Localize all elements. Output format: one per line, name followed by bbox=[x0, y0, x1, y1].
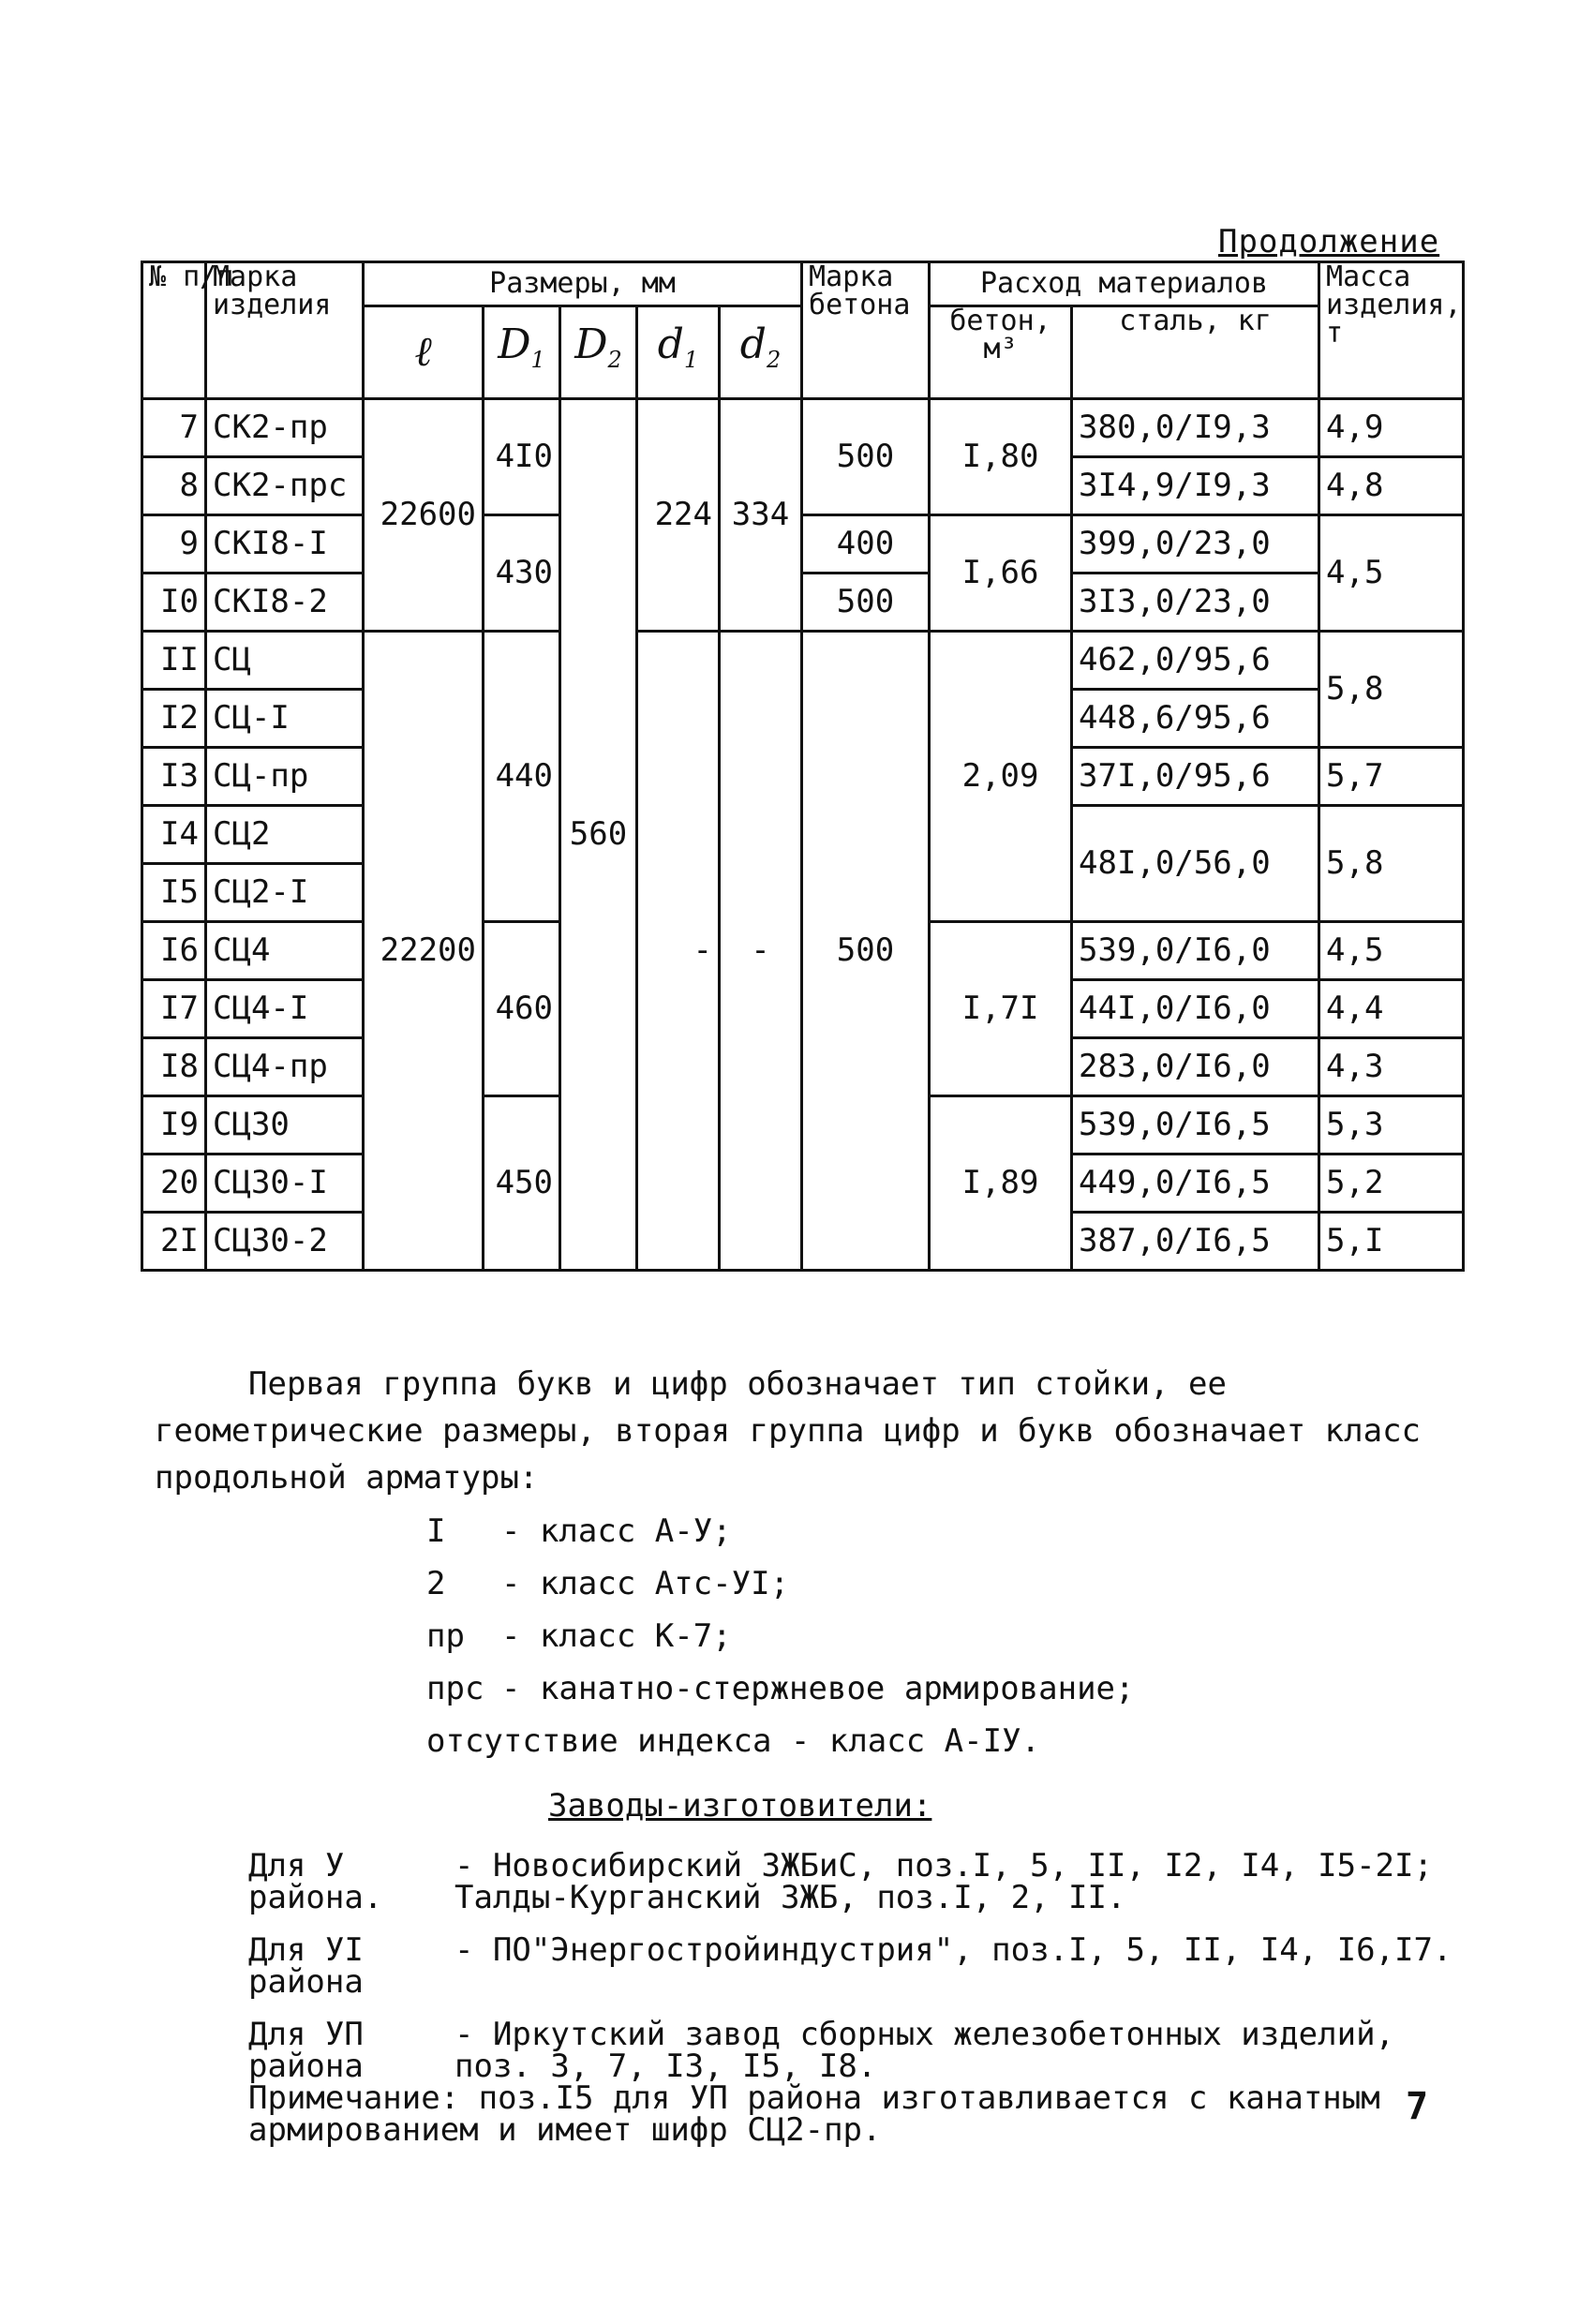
dd2-cell: - bbox=[720, 632, 802, 1271]
steel-cell: 462,0/95,6 bbox=[1072, 632, 1319, 690]
steel-cell: 380,0/I9,3 bbox=[1072, 399, 1319, 457]
row-mark: СЦ30 bbox=[206, 1096, 364, 1155]
row-num: II bbox=[142, 632, 206, 690]
mass-cell: 5,8 bbox=[1319, 632, 1464, 748]
row-num: I8 bbox=[142, 1038, 206, 1096]
continuation-label: Продолжение bbox=[1218, 223, 1440, 261]
row-mark: СЦ bbox=[206, 632, 364, 690]
page-number: 7 bbox=[1406, 2085, 1429, 2128]
table-row bbox=[142, 632, 1464, 690]
grade-cell: 500 bbox=[802, 632, 930, 1271]
row-mark: СЦ4-пр bbox=[206, 1038, 364, 1096]
d1-cell: 4I0 bbox=[484, 399, 560, 515]
mass-cell: 4,4 bbox=[1319, 980, 1464, 1038]
mass-cell: 5,I bbox=[1319, 1213, 1464, 1271]
legend-intro: Первая группа букв и цифр обозначает тип стойки, ее геометрические размеры, вторая группа цифр и букв обозначает класс продольной арматуры: bbox=[155, 1365, 1422, 1497]
header-dd1: $d_1$ bbox=[637, 306, 720, 399]
concrete-cell: I,80 bbox=[930, 399, 1072, 515]
header-steel: сталь, кг bbox=[1072, 306, 1319, 399]
header-dd2: $d_2$ bbox=[720, 306, 802, 399]
row-num: 7 bbox=[142, 399, 206, 457]
steel-cell: 44I,0/I6,0 bbox=[1072, 980, 1319, 1038]
concrete-cell: I,7I bbox=[930, 922, 1072, 1096]
length-cell: 22600 bbox=[364, 399, 484, 632]
legend-item: прс - канатно-стержневое армирование; bbox=[426, 1670, 1135, 1707]
row-num: 2I bbox=[142, 1213, 206, 1271]
table-row bbox=[142, 399, 1464, 457]
d2-cell: 560 bbox=[560, 399, 637, 1271]
row-mark: СКI8-I bbox=[206, 515, 364, 574]
header-concrete: бетон, м³ bbox=[930, 306, 1072, 399]
d1-cell: 430 bbox=[484, 515, 560, 632]
legend-list bbox=[426, 1505, 1467, 1767]
mass-cell: 5,8 bbox=[1319, 806, 1464, 922]
remark: Примечание: поз.I5 для УП района изготавливается с канатным армированием и имеет шифр СЦ2-пр. bbox=[248, 2079, 1380, 2149]
specification-table bbox=[141, 261, 1465, 1272]
dd2-cell: 334 bbox=[720, 399, 802, 632]
row-num: I3 bbox=[142, 748, 206, 806]
row-mark: СЦ4 bbox=[206, 922, 364, 980]
row-num: I9 bbox=[142, 1096, 206, 1155]
steel-cell: 539,0/I6,5 bbox=[1072, 1096, 1319, 1155]
header-d2: $D_2$ bbox=[560, 306, 637, 399]
row-mark: СКI8-2 bbox=[206, 574, 364, 632]
header-concrete-grade: Марка бетона bbox=[802, 262, 930, 399]
header-length: ℓ bbox=[364, 306, 484, 399]
d1-cell: 450 bbox=[484, 1096, 560, 1271]
steel-cell: 399,0/23,0 bbox=[1072, 515, 1319, 574]
legend-absence: отсутствие индекса - класс А-IУ. bbox=[426, 1722, 1041, 1760]
row-mark: СЦ-I bbox=[206, 690, 364, 748]
mass-cell: 5,3 bbox=[1319, 1096, 1464, 1155]
factory-entry: Для У района. - Новосибирский ЗЖБиС, поз.I, 5, II, I2, I4, I5-2I; Талды-Курганский ЗЖБ, поз.I, 2, II. bbox=[248, 1847, 1433, 1916]
steel-cell: 448,6/95,6 bbox=[1072, 690, 1319, 748]
factory-entry: Для УП района - Иркутский завод сборных железобетонных изделий, поз. 3, 7, I3, I5, I8. bbox=[248, 2016, 1395, 2085]
header-num: № п/п bbox=[142, 262, 206, 399]
factories-title: Заводы-изготовители: bbox=[548, 1787, 932, 1825]
concrete-cell: I,66 bbox=[930, 515, 1072, 632]
row-num: I6 bbox=[142, 922, 206, 980]
row-num: I0 bbox=[142, 574, 206, 632]
row-num: 20 bbox=[142, 1155, 206, 1213]
mass-cell: 4,8 bbox=[1319, 457, 1464, 515]
row-mark: СЦ-пр bbox=[206, 748, 364, 806]
concrete-cell: I,89 bbox=[930, 1096, 1072, 1271]
steel-cell: 387,0/I6,5 bbox=[1072, 1213, 1319, 1271]
d1-cell: 440 bbox=[484, 632, 560, 922]
mass-cell: 4,5 bbox=[1319, 515, 1464, 632]
row-num: I4 bbox=[142, 806, 206, 864]
factory-entry: Для УI района - ПО"Энергостройиндустрия", поз.I, 5, II, I4, I6,I7. bbox=[248, 1931, 1452, 2001]
steel-cell: 449,0/I6,5 bbox=[1072, 1155, 1319, 1213]
grade-cell: 400 bbox=[802, 515, 930, 574]
row-num: I2 bbox=[142, 690, 206, 748]
steel-cell: 37I,0/95,6 bbox=[1072, 748, 1319, 806]
steel-cell: 48I,0/56,0 bbox=[1072, 806, 1319, 922]
grade-cell: 500 bbox=[802, 574, 930, 632]
mass-cell: 4,3 bbox=[1319, 1038, 1464, 1096]
notes-section bbox=[155, 1361, 1467, 2149]
mass-cell: 4,9 bbox=[1319, 399, 1464, 457]
length-cell: 22200 bbox=[364, 632, 484, 1271]
header-materials: Расход материалов bbox=[930, 262, 1319, 306]
dd1-cell: 224 bbox=[637, 399, 720, 632]
dd1-cell: - bbox=[637, 632, 720, 1271]
header-mark: Марка изделия bbox=[206, 262, 364, 399]
table-row bbox=[142, 574, 1464, 632]
header-d1: $D_1$ bbox=[484, 306, 560, 399]
concrete-cell: 2,09 bbox=[930, 632, 1072, 922]
row-num: I7 bbox=[142, 980, 206, 1038]
steel-cell: 3I4,9/I9,3 bbox=[1072, 457, 1319, 515]
steel-cell: 539,0/I6,0 bbox=[1072, 922, 1319, 980]
legend-item: 2 - класс Атс-УI; bbox=[426, 1565, 790, 1602]
row-mark: СК2-прс bbox=[206, 457, 364, 515]
header-sizes: Размеры, мм bbox=[364, 262, 802, 306]
steel-cell: 283,0/I6,0 bbox=[1072, 1038, 1319, 1096]
legend-item: пр - класс К-7; bbox=[426, 1617, 732, 1655]
grade-cell: 500 bbox=[802, 399, 930, 515]
d1-cell: 460 bbox=[484, 922, 560, 1096]
legend-item: I - класс А-У; bbox=[426, 1512, 732, 1550]
row-mark: СЦ30-2 bbox=[206, 1213, 364, 1271]
table-row bbox=[142, 515, 1464, 574]
steel-cell: 3I3,0/23,0 bbox=[1072, 574, 1319, 632]
row-mark: СЦ2-I bbox=[206, 864, 364, 922]
mass-cell: 5,2 bbox=[1319, 1155, 1464, 1213]
row-mark: СК2-пр bbox=[206, 399, 364, 457]
row-mark: СЦ30-I bbox=[206, 1155, 364, 1213]
row-num: 9 bbox=[142, 515, 206, 574]
row-num: I5 bbox=[142, 864, 206, 922]
row-mark: СЦ4-I bbox=[206, 980, 364, 1038]
row-num: 8 bbox=[142, 457, 206, 515]
mass-cell: 4,5 bbox=[1319, 922, 1464, 980]
header-mass: Масса изделия, т bbox=[1319, 262, 1464, 399]
row-mark: СЦ2 bbox=[206, 806, 364, 864]
mass-cell: 5,7 bbox=[1319, 748, 1464, 806]
